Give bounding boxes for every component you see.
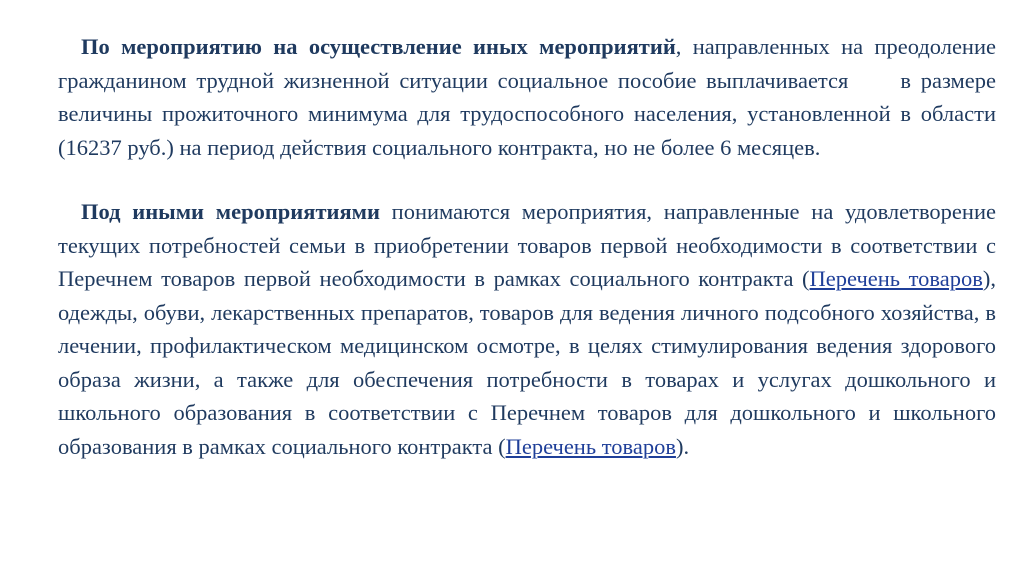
paragraph-social-allowance	[58, 30, 996, 164]
paragraph1-text-a: , направленных на преодоление гражданином трудной жизненной ситуации социальное пособие выплачивается	[58, 34, 996, 93]
paragraph2-text-c: ).	[675, 433, 690, 459]
paragraph-other-measures	[58, 195, 996, 463]
paragraph2-text-b: ), одежды, обуви, лекарственных препаратов, товаров для ведения личного подсобного хозяйства, в лечении, профилактическом медицинском осмотре, в целях стимулирования ведения здорового образа жизни, а также для обеспечения потребности в товарах и услугах дошкольного и школьного образования в соответствии с Перечнем товаров для дошкольного и школьного образования в рамках социального контракта (	[58, 266, 996, 459]
goods-list-link-1[interactable]: Перечень товаров	[809, 266, 983, 291]
paragraph1-text-b: в размере величины прожиточного минимума для трудоспособного населения, установленной в области (16237 руб.) на период действия социального контракта, но не более 6 месяцев.	[58, 67, 996, 160]
paragraph1-bold-lead: По мероприятию на осуществление иных мероприятий	[81, 34, 676, 59]
goods-list-link-2[interactable]: Перечень товаров	[505, 433, 676, 459]
paragraph2-bold-lead: Под иными мероприятиями	[81, 199, 380, 224]
paragraph2-text-a: понимаются мероприятия, направленные на удовлетворение текущих потребностей семьи в приобретении товаров первой необходимости в соответствии с Перечнем товаров первой необходимости в рамках социального контракта (	[58, 199, 996, 291]
